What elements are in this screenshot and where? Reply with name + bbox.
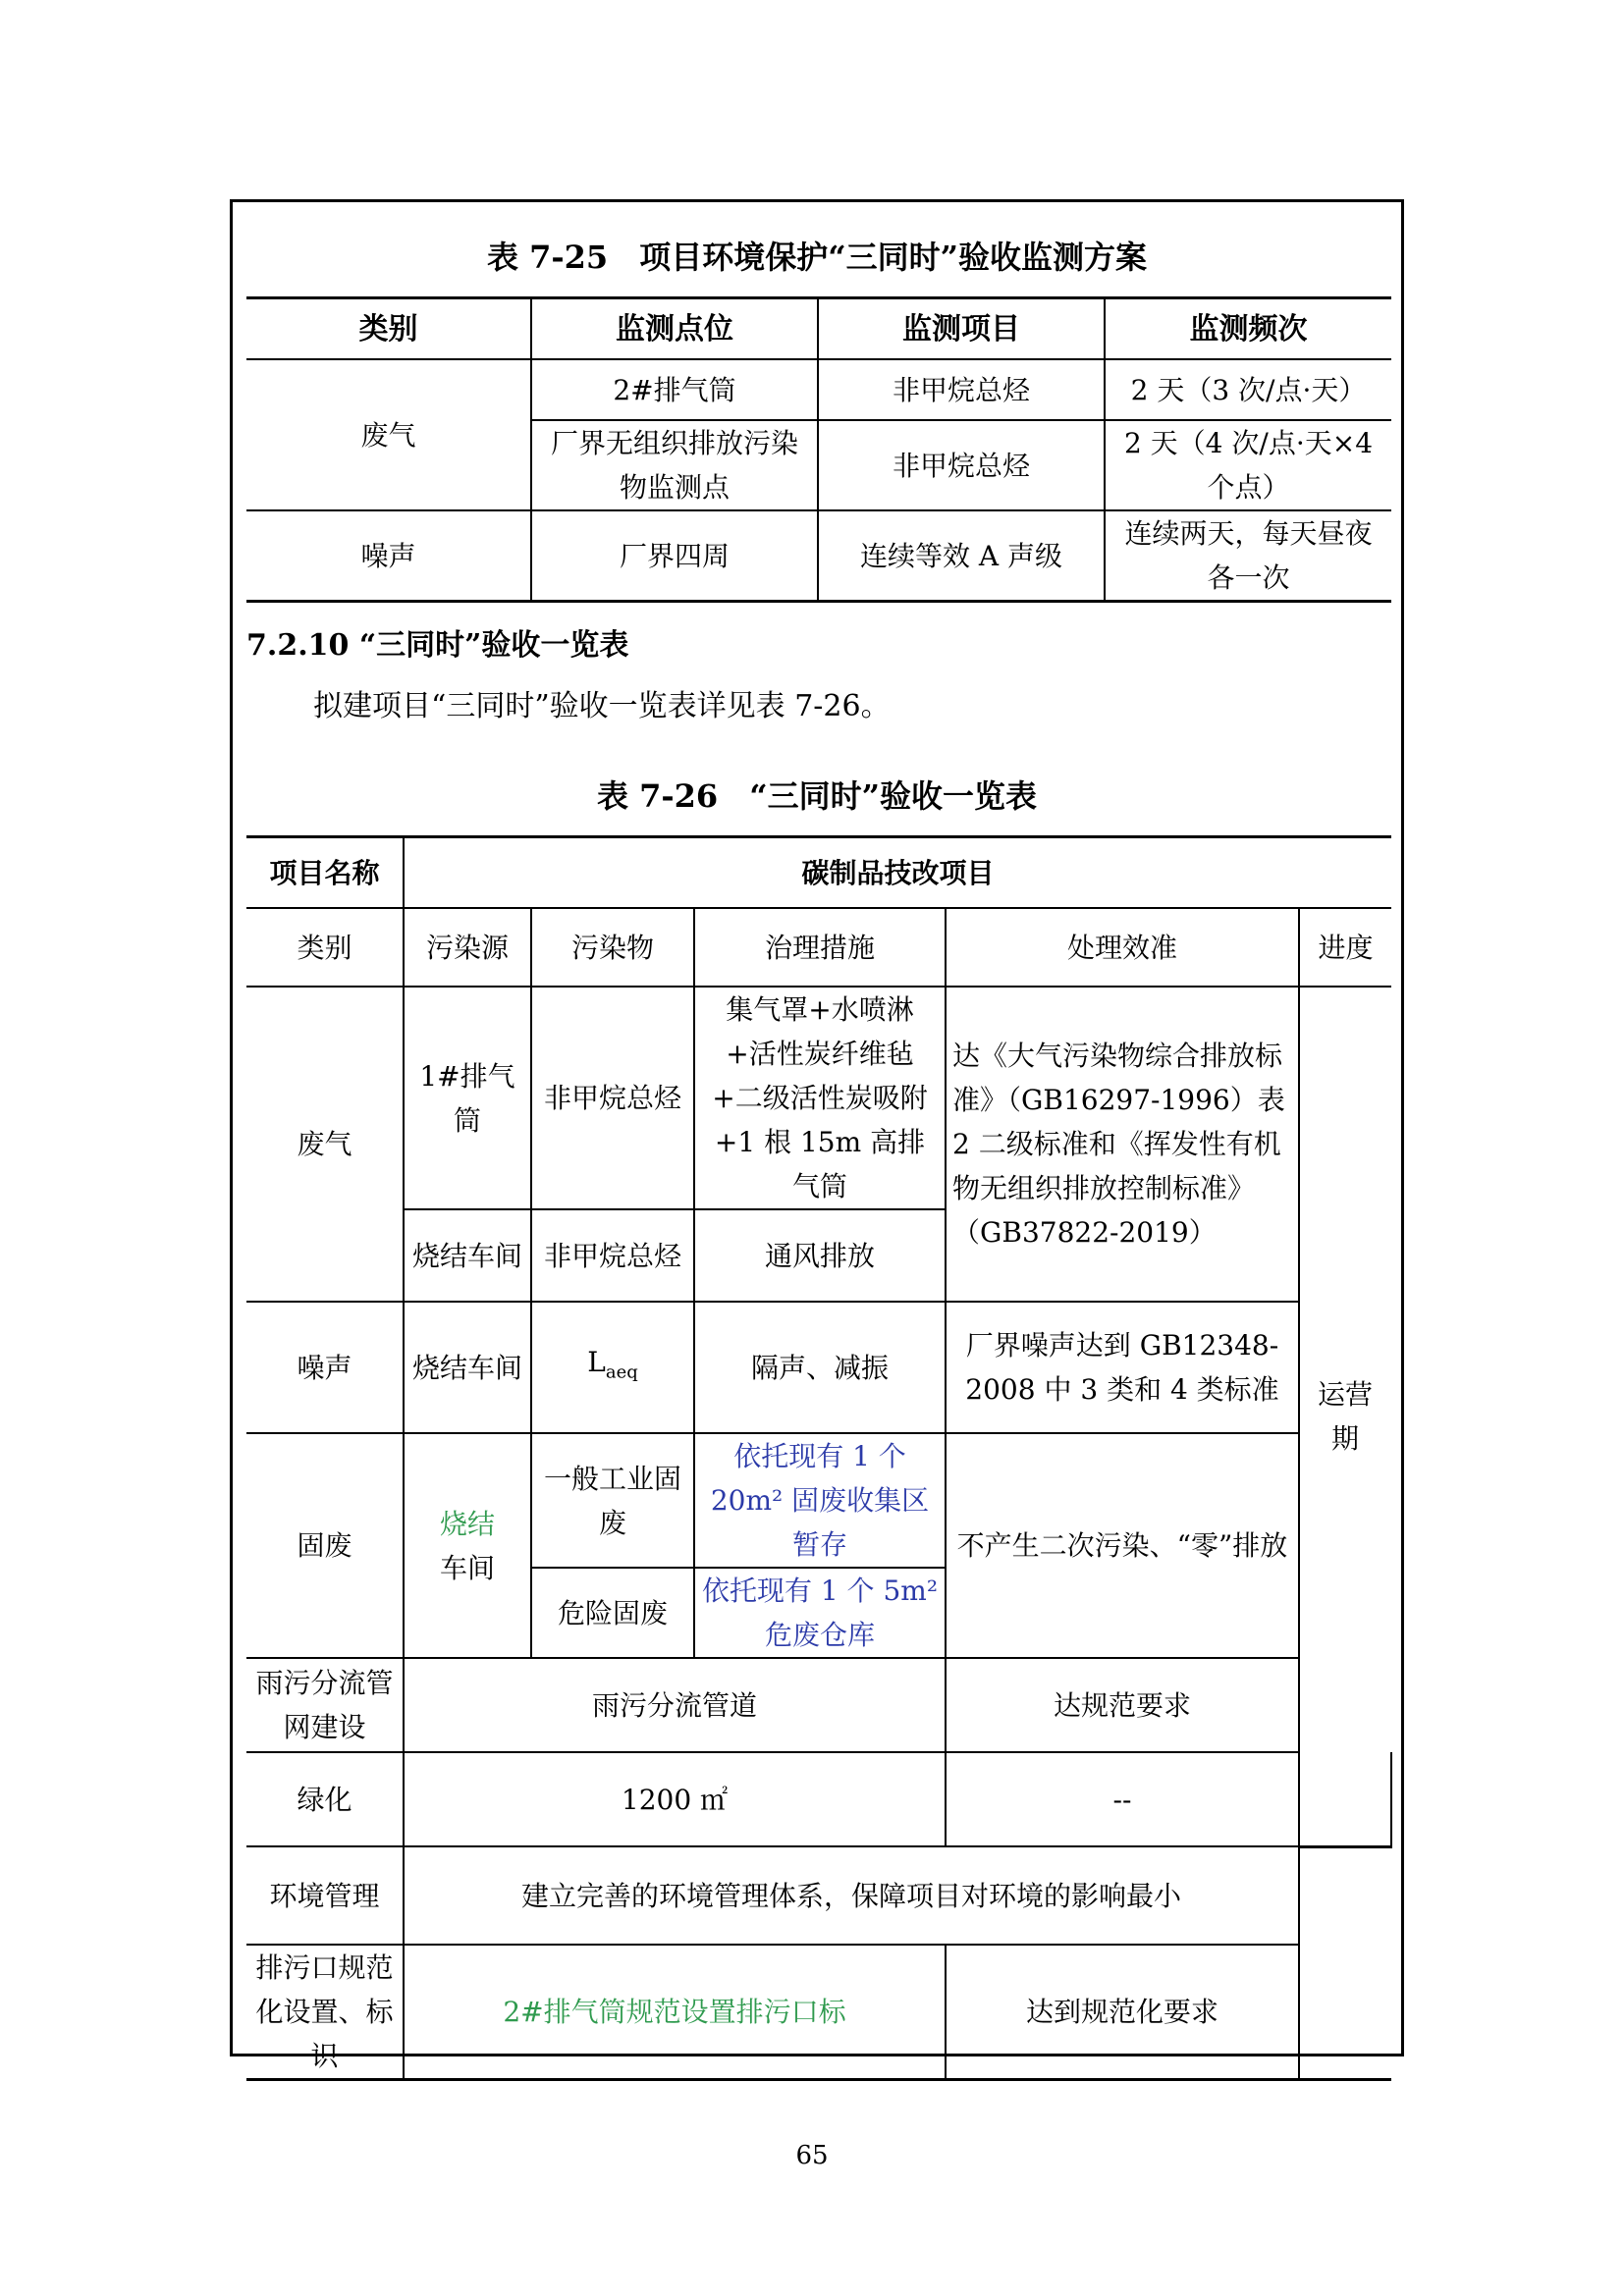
cell-category-gas: 废气 [246, 987, 404, 1302]
cell-frequency: 2 天（4 次/点·天×4 个点） [1105, 420, 1391, 510]
cell-measure: 隔声、减振 [694, 1302, 946, 1433]
header-item: 监测项目 [818, 298, 1105, 360]
cell-measure: 2#排气筒规范设置排污口标 [404, 1945, 946, 2080]
cell-frequency: 连续两天，每天昼夜各一次 [1105, 510, 1391, 602]
cell-pollutant: 一般工业固废 [531, 1433, 694, 1568]
table-row [246, 987, 1391, 1209]
progress-spacer [1299, 1945, 1391, 2080]
cell-measure: 1200 ㎡ [404, 1752, 946, 1846]
cell-category-solid: 固废 [246, 1433, 404, 1658]
header-pollutant: 污染物 [531, 908, 694, 987]
cell-item: 连续等效 A 声级 [818, 510, 1105, 602]
cell-source: 烧结车间 [404, 1302, 531, 1433]
cell-point: 厂界四周 [531, 510, 818, 602]
cell-standard: 达规范要求 [946, 1658, 1299, 1752]
cell-source: 烧结车间 [404, 1209, 531, 1302]
table-header-row [246, 908, 1391, 987]
cell-standard: 不产生二次污染、“零”排放 [946, 1433, 1299, 1658]
cell-category-noise: 噪声 [246, 510, 531, 602]
cell-frequency: 2 天（3 次/点·天） [1105, 359, 1391, 420]
cell-standard: -- [946, 1752, 1299, 1846]
section-heading: 7.2.10 “三同时”验收一览表 [246, 628, 629, 663]
pollutant-symbol: L [587, 1346, 606, 1379]
cell-measure: 通风排放 [694, 1209, 946, 1302]
header-category: 类别 [246, 298, 531, 360]
cell-pollutant: 非甲烷总烃 [531, 1209, 694, 1302]
section-paragraph: 拟建项目“三同时”验收一览表详见表 7-26。 [313, 689, 891, 723]
cell-measure: 依托现有 1 个 5m² 危废仓库 [694, 1568, 946, 1658]
cell-pollutant [531, 1302, 694, 1433]
pollutant-subscript: aeq [605, 1362, 638, 1383]
monitoring-plan-table [246, 296, 1391, 603]
cell-pollutant: 危险固废 [531, 1568, 694, 1658]
project-row [246, 837, 1391, 909]
source-rest: 车间 [439, 1551, 495, 1584]
cell-category-gas: 废气 [360, 418, 416, 452]
table-7-26-caption: 表 7-26 “三同时”验收一览表 [596, 777, 1038, 815]
cell-category-mgmt: 环境管理 [246, 1846, 404, 1945]
cell-standard: 达到规范化要求 [946, 1945, 1299, 2080]
header-measure: 治理措施 [694, 908, 946, 987]
cell-measure: 雨污分流管道 [404, 1658, 946, 1752]
cell-measure: 集气罩+水喷淋+活性炭纤维毡+二级活性炭吸附+1 根 15m 高排气筒 [694, 987, 946, 1209]
table-7-25-caption: 表 7-25 项目环境保护“三同时”验收监测方案 [486, 239, 1148, 276]
cell-item: 非甲烷总烃 [818, 359, 1105, 420]
project-label: 项目名称 [246, 837, 404, 909]
cell-category-green: 绿化 [246, 1752, 404, 1846]
cell-measure: 建立完善的环境管理体系，保障项目对环境的影响最小 [404, 1846, 1299, 1945]
cell-standard-gas: 达《大气污染物综合排放标准》（GB16297-1996）表 2 二级标准和《挥发性有机物无组织排放控制标准》（GB37822-2019） [946, 987, 1299, 1302]
progress-spacer [1299, 1846, 1391, 1945]
cell-category-outlet: 排污口规范化设置、标识 [246, 1945, 404, 2080]
content-frame [230, 199, 1404, 2072]
cell-category-rain: 雨污分流管网建设 [246, 1658, 404, 1752]
project-name: 碳制品技改项目 [404, 837, 1391, 909]
header-point: 监测点位 [531, 298, 818, 360]
source-highlight: 烧结 [439, 1507, 495, 1540]
cell-pollutant: 非甲烷总烃 [531, 987, 694, 1209]
table-row [246, 1752, 1391, 1846]
cell-category-noise: 噪声 [246, 1302, 404, 1433]
acceptance-table [246, 835, 1391, 2081]
cell-measure: 依托现有 1 个 20m² 固废收集区暂存 [694, 1433, 946, 1568]
header-standard: 处理效准 [946, 908, 1299, 987]
header-progress: 进度 [1299, 908, 1391, 987]
table-header-row [246, 298, 1391, 360]
table-row [246, 1433, 1391, 1568]
table-row [246, 1846, 1391, 1945]
table-row [246, 1658, 1391, 1752]
header-source: 污染源 [404, 908, 531, 987]
table-row [246, 1945, 1391, 2080]
table-row [246, 359, 1391, 420]
header-category: 类别 [246, 908, 404, 987]
table-row [246, 510, 1391, 602]
cell-point: 2#排气筒 [531, 359, 818, 420]
cell-progress: 运营期 [1299, 987, 1391, 1846]
cell-source [404, 1433, 531, 1658]
page-number: 65 [795, 2141, 829, 2170]
cell-point: 厂界无组织排放污染物监测点 [531, 420, 818, 510]
cell-source: 1#排气筒 [404, 987, 531, 1209]
cell-standard: 厂界噪声达到 GB12348-2008 中 3 类和 4 类标准 [946, 1302, 1299, 1433]
header-frequency: 监测频次 [1105, 298, 1391, 360]
table-row [246, 1302, 1391, 1433]
cell-item: 非甲烷总烃 [818, 420, 1105, 510]
